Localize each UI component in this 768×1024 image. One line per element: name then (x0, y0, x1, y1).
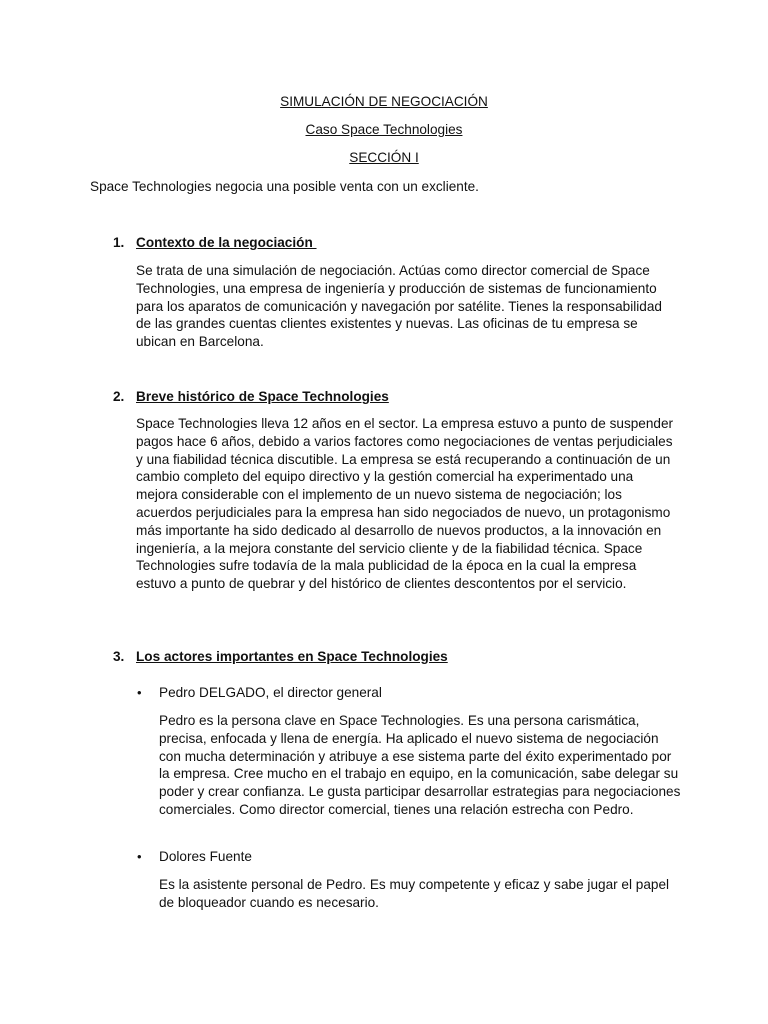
section-title-3: Los actores importantes en Space Technologies (136, 649, 448, 664)
bullet-icon: • (137, 685, 142, 700)
document-title: SIMULACIÓN DE NEGOCIACIÓN (280, 94, 488, 109)
case-title: Caso Space Technologies (305, 122, 463, 137)
intro-paragraph: Space Technologies negocia una posible venta con un excliente. (90, 179, 479, 194)
bullet-icon: • (137, 849, 142, 864)
section-number-3: 3. (113, 649, 125, 664)
section-body-1: Se trata de una simulación de negociación. Actúas como director comercial de Space Technologies, una empresa de ingeniería y producción de sistemas de funcionamiento para los aparatos de comunicación y navegación por satélite. Tienes la responsabilidad de las grandes cuentas clientes existentes y nuevas. Las oficinas de tu empresa se ubican en Barcelona. (136, 263, 662, 350)
actor-description-pedro: Pedro es la persona clave en Space Technologies. Es una persona carismática, precisa, enfocada y llena de energía. Ha aplicado el nuevo sistema de negociación con mucha determinación y atribuye a ese sistema parte del éxito experimentado por la empresa. Cree mucho en el trabajo en equipo, en la comunicación, sabe delegar su poder y crear confianza. Le gusta participar desarrollar estrategias para negociaciones comerciales. Como director comercial, tienes una relación estrecha con Pedro. (159, 713, 681, 817)
actor-description-dolores: Es la asistente personal de Pedro. Es muy competente y eficaz y sabe jugar el papel de bloqueador cuando es necesario. (159, 877, 670, 910)
actor-name-dolores: Dolores Fuente (159, 849, 252, 864)
section-number-1: 1. (113, 235, 125, 250)
section-heading: SECCIÓN I (349, 150, 419, 165)
actor-name-pedro: Pedro DELGADO, el director general (159, 685, 382, 700)
section-number-2: 2. (113, 389, 125, 404)
section-title-1: Contexto de la negociación (136, 235, 317, 250)
section-title-2: Breve histórico de Space Technologies (136, 389, 389, 404)
section-body-2: Space Technologies lleva 12 años en el sector. La empresa estuvo a punto de suspender pagos hace 6 años, debido a varios factores como negociaciones de ventas perjudiciales y una fiabilidad técnica discutible. La empresa se está recuperando a continuación de un cambio completo del equipo directivo y la gestión comercial ha experimentado una mejora considerable con el implemento de un nuevo sistema de negociación; los acuerdos perjudiciales para la empresa han sido negociados de nuevo, un protagonismo más importante ha sido dedicado al desarrollo de nuevos productos, a la innovación en ingeniería, a la mejora constante del servicio cliente y de la fiabilidad técnica. Space Technologies sufre todavía de la mala publicidad de la época en la cual la empresa estuvo a punto de quebrar y del histórico de clientes descontentos por el servicio. (136, 416, 674, 592)
